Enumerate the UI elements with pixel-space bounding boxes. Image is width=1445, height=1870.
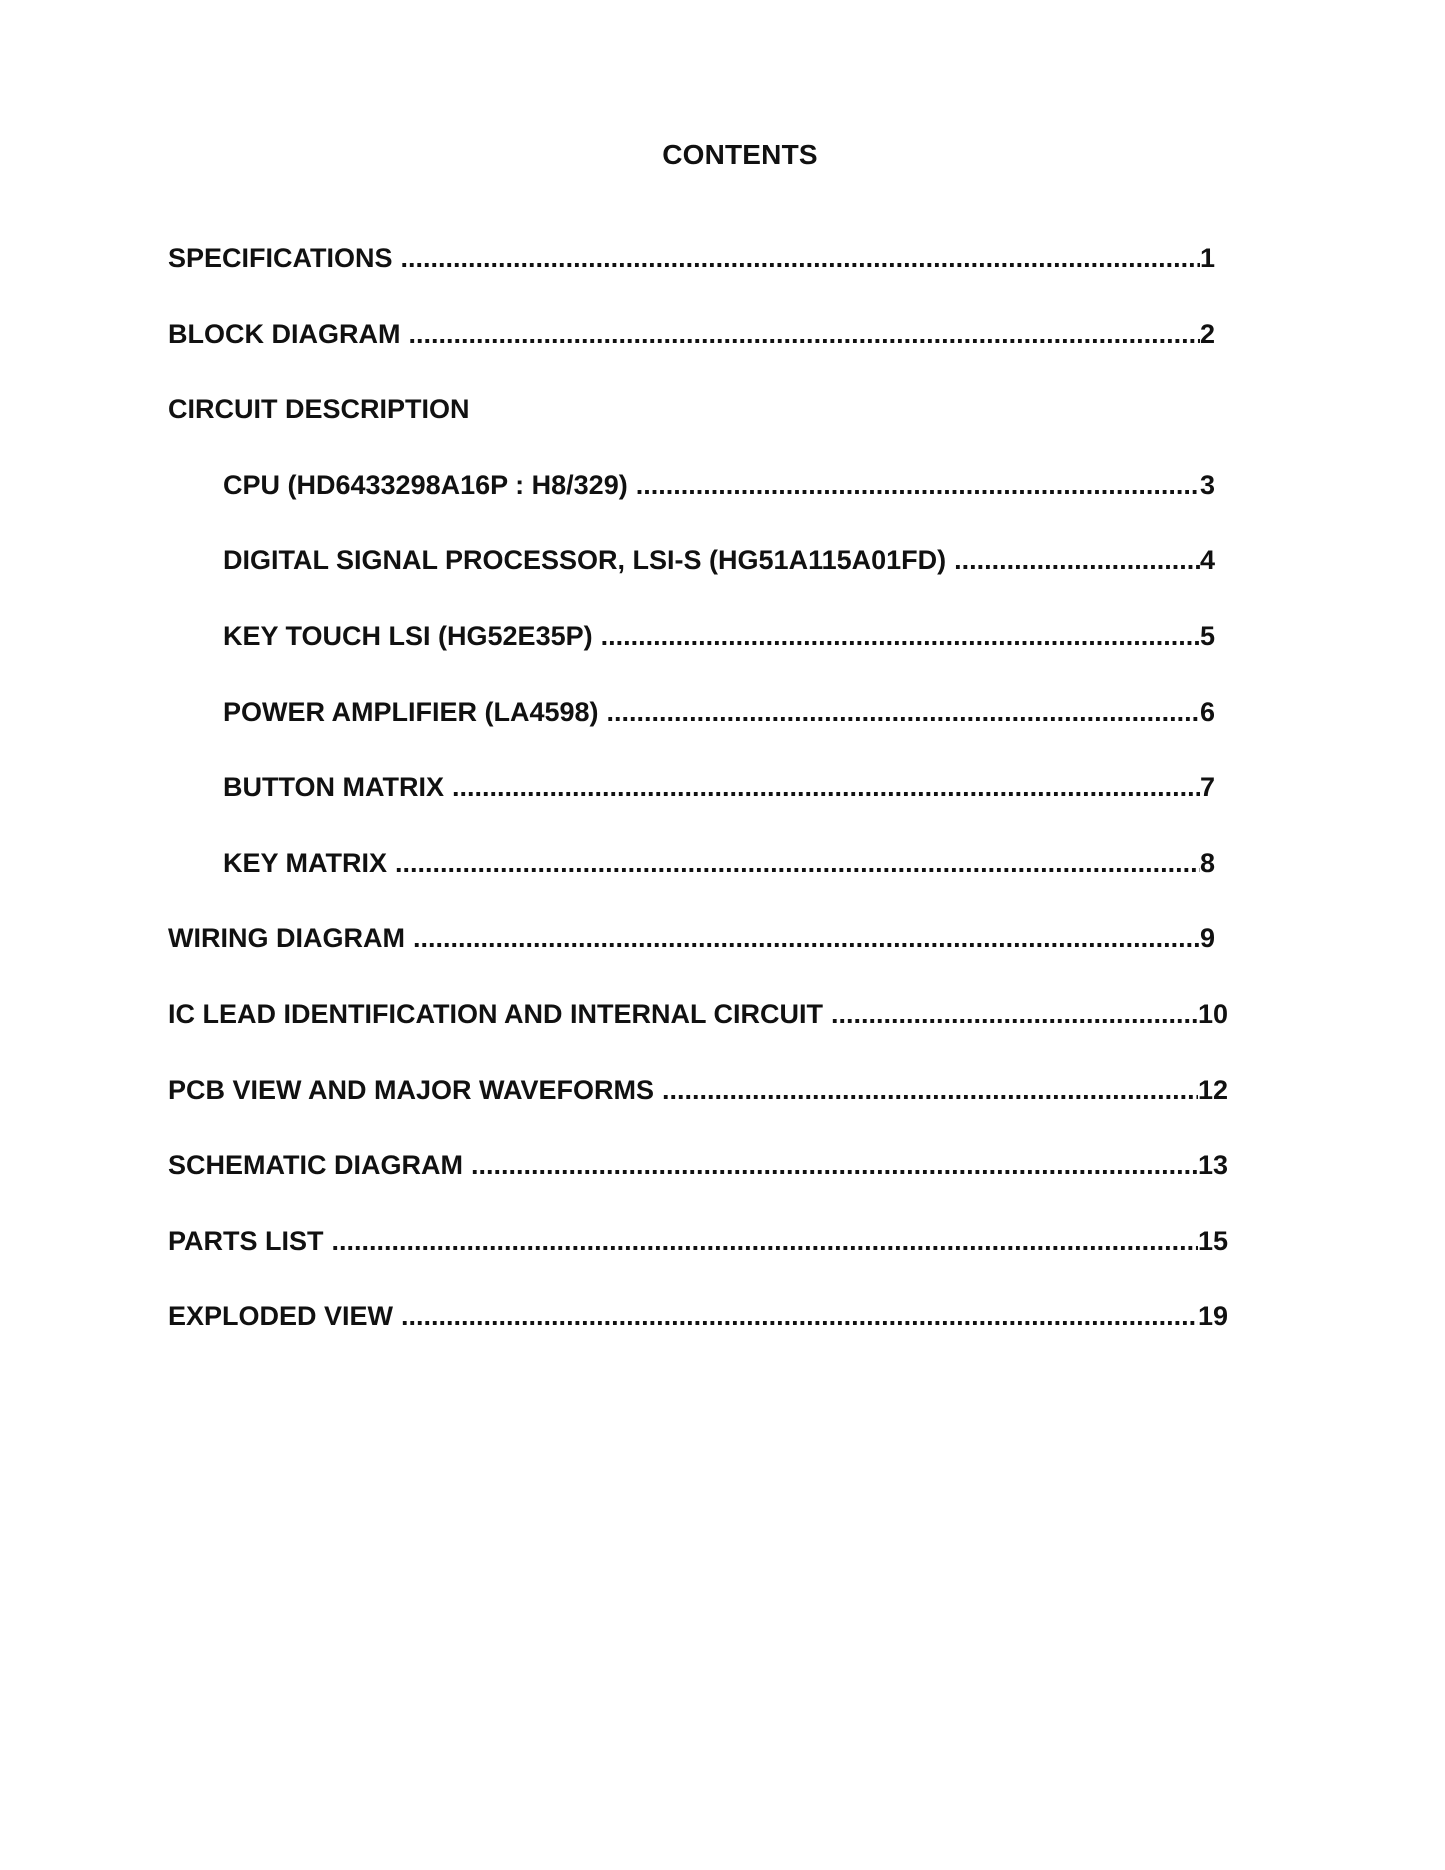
dot-leader [662, 1068, 1198, 1112]
toc-entry-label: POWER AMPLIFIER (LA4598) [223, 696, 599, 727]
dot-leader [831, 992, 1198, 1036]
dot-leader [401, 236, 1200, 280]
toc-entry-page: 3 [1200, 469, 1216, 500]
toc-entry-page: 4 [1200, 545, 1216, 576]
toc-entry-specifications[interactable] [168, 236, 1228, 312]
toc-entry-page: 12 [1197, 1074, 1228, 1105]
toc-entry-page: 13 [1197, 1150, 1228, 1181]
toc-entry-label: KEY TOUCH LSI (HG52E35P) [223, 620, 593, 651]
dot-leader [332, 1219, 1198, 1263]
toc-entry-label: CIRCUIT DESCRIPTION [168, 394, 470, 425]
toc-entry-label: IC LEAD IDENTIFICATION AND INTERNAL CIRCUIT [168, 998, 823, 1029]
toc-entry-page: 2 [1200, 318, 1216, 349]
toc-entry-exploded-view[interactable] [168, 1294, 1228, 1370]
toc-entry-label: DIGITAL SIGNAL PROCESSOR, LSI-S (HG51A115A01FD) [223, 545, 947, 576]
dot-leader [401, 1294, 1198, 1338]
toc-entry-power-amplifier[interactable] [168, 690, 1228, 766]
toc-entry-label: SCHEMATIC DIAGRAM [168, 1150, 463, 1181]
toc-entry-page: 9 [1200, 923, 1216, 954]
toc-entry-page: 10 [1197, 998, 1228, 1029]
dot-leader [471, 1143, 1198, 1187]
dot-leader [408, 312, 1200, 356]
toc-entry-label: BLOCK DIAGRAM [168, 318, 401, 349]
dot-leader [601, 614, 1200, 658]
toc-section-circuit-description[interactable] [168, 387, 1228, 463]
toc-entry-key-touch-lsi[interactable] [168, 614, 1228, 690]
dot-leader [954, 538, 1200, 582]
dot-leader [395, 841, 1200, 885]
toc-entry-label: CPU (HD6433298A16P : H8/329) [223, 469, 628, 500]
toc-entry-cpu[interactable] [168, 463, 1228, 539]
toc-entry-ic-lead-identification[interactable] [168, 992, 1228, 1068]
dot-leader [636, 463, 1200, 507]
toc-entry-label: PARTS LIST [168, 1225, 324, 1256]
toc-entry-page: 1 [1200, 243, 1216, 273]
toc-entry-parts-list[interactable] [168, 1219, 1228, 1295]
dot-leader [452, 765, 1200, 809]
toc-entry-page: 7 [1200, 772, 1216, 803]
toc-entry-page: 8 [1200, 847, 1216, 878]
toc-entry-pcb-view[interactable] [168, 1068, 1228, 1144]
toc-entry-page: 19 [1197, 1301, 1228, 1332]
toc-entry-label: EXPLODED VIEW [168, 1301, 394, 1332]
dot-leader [413, 916, 1200, 960]
toc-entry-schematic-diagram[interactable] [168, 1143, 1228, 1219]
toc-entry-digital-signal-processor[interactable] [168, 538, 1228, 614]
dot-leader [607, 690, 1200, 734]
table-of-contents [168, 236, 1228, 1370]
toc-entry-label: PCB VIEW AND MAJOR WAVEFORMS [168, 1074, 655, 1105]
toc-entry-label: BUTTON MATRIX [223, 772, 444, 803]
toc-entry-key-matrix[interactable] [168, 841, 1228, 917]
toc-entry-button-matrix[interactable] [168, 765, 1228, 841]
page-title: CONTENTS [662, 139, 818, 170]
toc-entry-page: 15 [1197, 1225, 1228, 1256]
toc-entry-label: KEY MATRIX [223, 847, 388, 878]
toc-entry-page: 6 [1200, 696, 1216, 727]
toc-entry-label: SPECIFICATIONS [168, 243, 393, 273]
toc-entry-wiring-diagram[interactable] [168, 916, 1228, 992]
toc-entry-block-diagram[interactable] [168, 312, 1228, 388]
toc-entry-label: WIRING DIAGRAM [168, 923, 405, 954]
toc-entry-page: 5 [1200, 620, 1216, 651]
